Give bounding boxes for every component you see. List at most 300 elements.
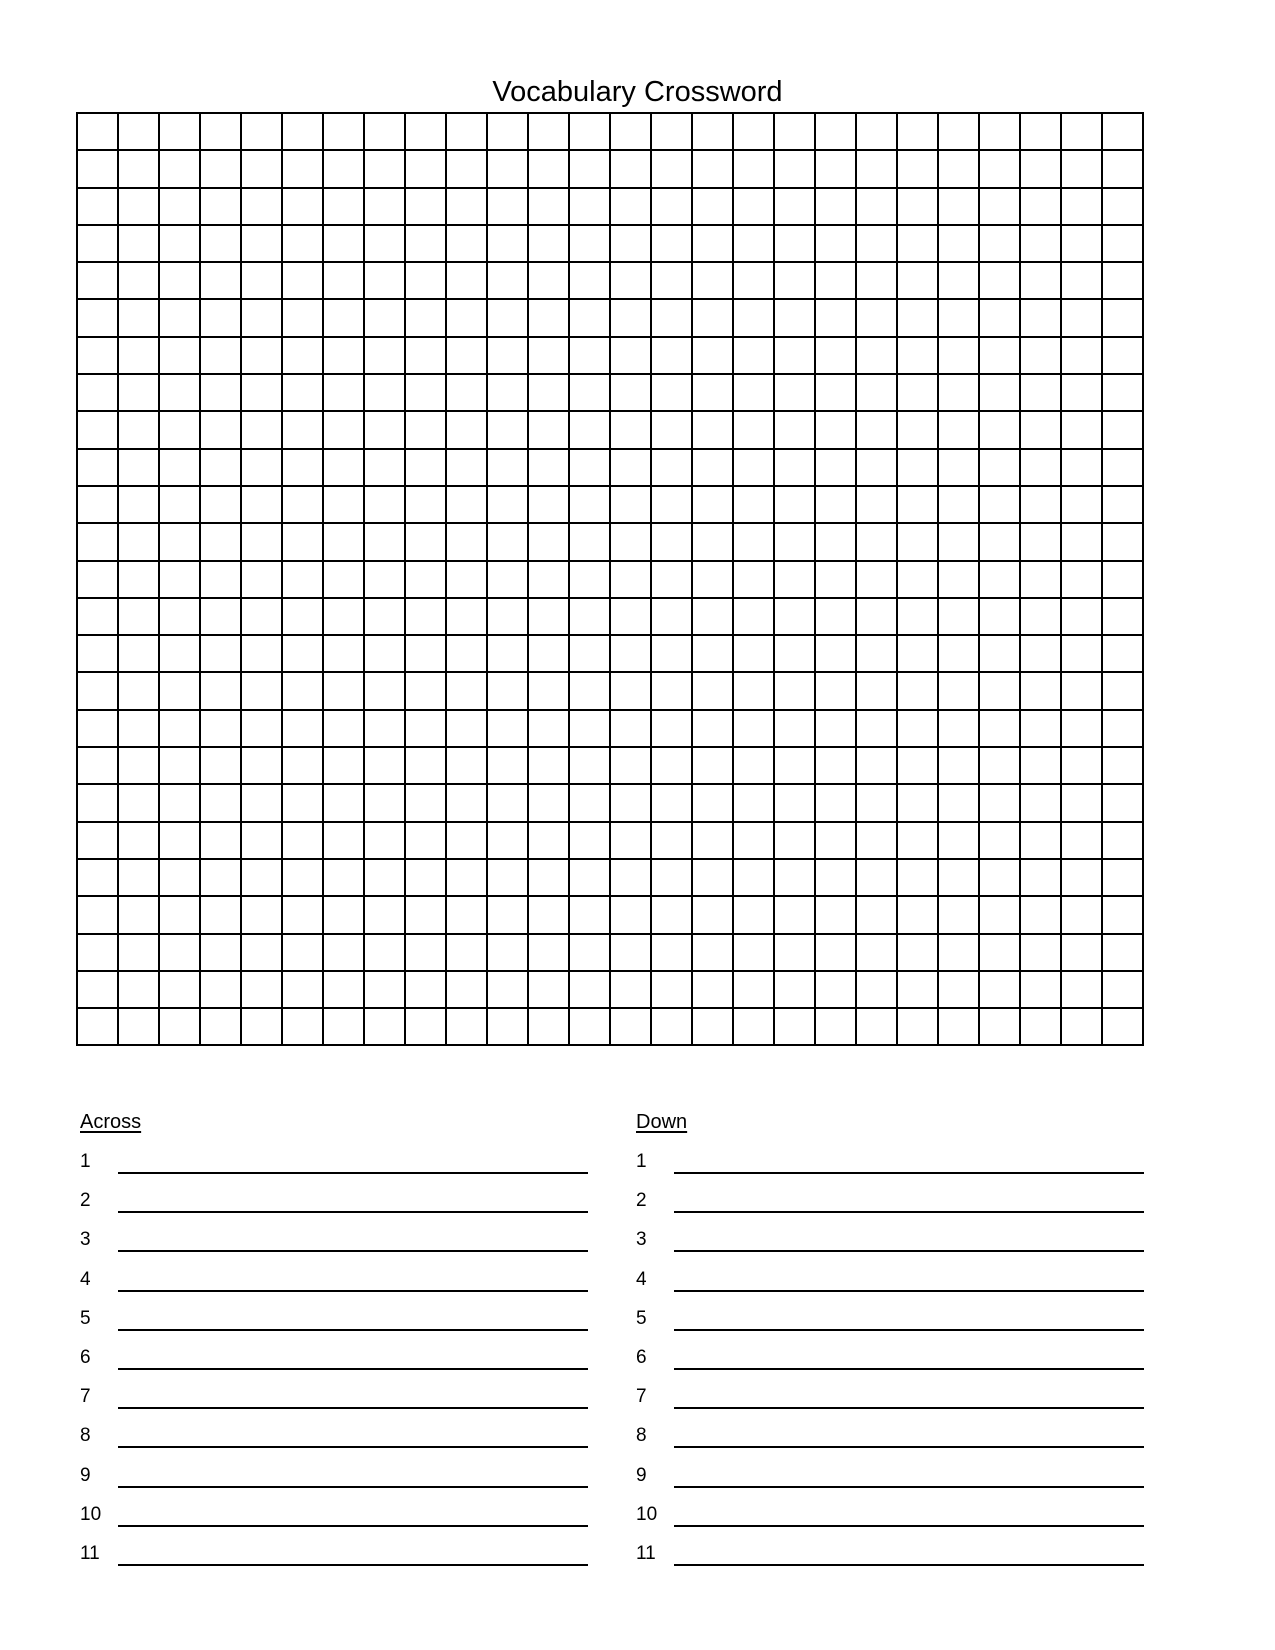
grid-cell[interactable]: [1020, 710, 1061, 747]
grid-cell[interactable]: [159, 934, 200, 971]
grid-cell[interactable]: [692, 971, 733, 1008]
grid-cell[interactable]: [733, 635, 774, 672]
grid-cell[interactable]: [282, 225, 323, 262]
grid-cell[interactable]: [528, 113, 569, 150]
grid-cell[interactable]: [487, 113, 528, 150]
grid-cell[interactable]: [159, 859, 200, 896]
grid-cell[interactable]: [528, 822, 569, 859]
grid-cell[interactable]: [241, 299, 282, 336]
grid-cell[interactable]: [323, 299, 364, 336]
grid-cell[interactable]: [118, 1008, 159, 1045]
grid-cell[interactable]: [733, 486, 774, 523]
grid-cell[interactable]: [938, 225, 979, 262]
grid-cell[interactable]: [405, 337, 446, 374]
grid-cell[interactable]: [774, 672, 815, 709]
grid-cell[interactable]: [897, 337, 938, 374]
across-answer-line[interactable]: [118, 1525, 588, 1527]
grid-cell[interactable]: [897, 225, 938, 262]
across-answer-line[interactable]: [118, 1407, 588, 1409]
grid-cell[interactable]: [569, 299, 610, 336]
grid-cell[interactable]: [651, 150, 692, 187]
grid-cell[interactable]: [1102, 262, 1143, 299]
grid-cell[interactable]: [364, 971, 405, 1008]
grid-cell[interactable]: [610, 299, 651, 336]
grid-cell[interactable]: [323, 113, 364, 150]
grid-cell[interactable]: [733, 784, 774, 821]
grid-cell[interactable]: [241, 859, 282, 896]
grid-cell[interactable]: [1061, 411, 1102, 448]
grid-cell[interactable]: [1061, 822, 1102, 859]
grid-cell[interactable]: [200, 299, 241, 336]
grid-cell[interactable]: [1020, 188, 1061, 225]
grid-cell[interactable]: [405, 822, 446, 859]
grid-cell[interactable]: [692, 747, 733, 784]
grid-cell[interactable]: [1102, 784, 1143, 821]
grid-cell[interactable]: [1061, 150, 1102, 187]
grid-cell[interactable]: [1061, 859, 1102, 896]
grid-cell[interactable]: [487, 635, 528, 672]
grid-cell[interactable]: [77, 747, 118, 784]
grid-cell[interactable]: [159, 523, 200, 560]
grid-cell[interactable]: [77, 859, 118, 896]
grid-cell[interactable]: [815, 449, 856, 486]
grid-cell[interactable]: [200, 561, 241, 598]
grid-cell[interactable]: [774, 635, 815, 672]
grid-cell[interactable]: [1102, 672, 1143, 709]
grid-cell[interactable]: [446, 561, 487, 598]
grid-cell[interactable]: [610, 150, 651, 187]
grid-cell[interactable]: [569, 1008, 610, 1045]
grid-cell[interactable]: [1061, 374, 1102, 411]
grid-cell[interactable]: [241, 486, 282, 523]
grid-cell[interactable]: [241, 225, 282, 262]
grid-cell[interactable]: [692, 449, 733, 486]
grid-cell[interactable]: [651, 896, 692, 933]
grid-cell[interactable]: [118, 971, 159, 1008]
grid-cell[interactable]: [569, 784, 610, 821]
grid-cell[interactable]: [241, 896, 282, 933]
grid-cell[interactable]: [815, 747, 856, 784]
grid-cell[interactable]: [774, 896, 815, 933]
grid-cell[interactable]: [487, 225, 528, 262]
grid-cell[interactable]: [446, 859, 487, 896]
grid-cell[interactable]: [200, 710, 241, 747]
grid-cell[interactable]: [733, 374, 774, 411]
grid-cell[interactable]: [323, 486, 364, 523]
grid-cell[interactable]: [774, 337, 815, 374]
grid-cell[interactable]: [446, 411, 487, 448]
grid-cell[interactable]: [487, 784, 528, 821]
grid-cell[interactable]: [938, 561, 979, 598]
grid-cell[interactable]: [446, 971, 487, 1008]
grid-cell[interactable]: [897, 374, 938, 411]
grid-cell[interactable]: [1102, 598, 1143, 635]
grid-cell[interactable]: [1102, 896, 1143, 933]
grid-cell[interactable]: [77, 225, 118, 262]
grid-cell[interactable]: [569, 896, 610, 933]
grid-cell[interactable]: [1102, 299, 1143, 336]
grid-cell[interactable]: [569, 225, 610, 262]
grid-cell[interactable]: [651, 523, 692, 560]
grid-cell[interactable]: [733, 710, 774, 747]
grid-cell[interactable]: [118, 374, 159, 411]
grid-cell[interactable]: [856, 188, 897, 225]
grid-cell[interactable]: [323, 672, 364, 709]
grid-cell[interactable]: [405, 710, 446, 747]
grid-cell[interactable]: [856, 299, 897, 336]
grid-cell[interactable]: [569, 449, 610, 486]
grid-cell[interactable]: [815, 598, 856, 635]
grid-cell[interactable]: [405, 934, 446, 971]
grid-cell[interactable]: [528, 225, 569, 262]
grid-cell[interactable]: [651, 225, 692, 262]
grid-cell[interactable]: [159, 299, 200, 336]
grid-cell[interactable]: [692, 859, 733, 896]
grid-cell[interactable]: [528, 971, 569, 1008]
grid-cell[interactable]: [979, 598, 1020, 635]
grid-cell[interactable]: [77, 486, 118, 523]
grid-cell[interactable]: [733, 971, 774, 1008]
grid-cell[interactable]: [979, 672, 1020, 709]
across-answer-line[interactable]: [118, 1486, 588, 1488]
grid-cell[interactable]: [364, 299, 405, 336]
grid-cell[interactable]: [1102, 337, 1143, 374]
grid-cell[interactable]: [77, 449, 118, 486]
grid-cell[interactable]: [979, 225, 1020, 262]
grid-cell[interactable]: [1020, 822, 1061, 859]
grid-cell[interactable]: [118, 859, 159, 896]
grid-cell[interactable]: [856, 262, 897, 299]
grid-cell[interactable]: [651, 561, 692, 598]
grid-cell[interactable]: [1061, 262, 1102, 299]
grid-cell[interactable]: [446, 896, 487, 933]
grid-cell[interactable]: [856, 374, 897, 411]
grid-cell[interactable]: [241, 411, 282, 448]
grid-cell[interactable]: [200, 374, 241, 411]
grid-cell[interactable]: [1061, 598, 1102, 635]
grid-cell[interactable]: [692, 150, 733, 187]
grid-cell[interactable]: [118, 225, 159, 262]
grid-cell[interactable]: [897, 859, 938, 896]
grid-cell[interactable]: [282, 1008, 323, 1045]
grid-cell[interactable]: [446, 635, 487, 672]
grid-cell[interactable]: [364, 934, 405, 971]
grid-cell[interactable]: [528, 934, 569, 971]
grid-cell[interactable]: [528, 374, 569, 411]
grid-cell[interactable]: [1020, 113, 1061, 150]
grid-cell[interactable]: [1102, 635, 1143, 672]
grid-cell[interactable]: [487, 971, 528, 1008]
grid-cell[interactable]: [569, 374, 610, 411]
grid-cell[interactable]: [77, 188, 118, 225]
grid-cell[interactable]: [651, 1008, 692, 1045]
grid-cell[interactable]: [528, 784, 569, 821]
grid-cell[interactable]: [364, 337, 405, 374]
grid-cell[interactable]: [118, 523, 159, 560]
grid-cell[interactable]: [938, 411, 979, 448]
grid-cell[interactable]: [692, 225, 733, 262]
grid-cell[interactable]: [815, 672, 856, 709]
grid-cell[interactable]: [651, 822, 692, 859]
grid-cell[interactable]: [77, 374, 118, 411]
grid-cell[interactable]: [528, 299, 569, 336]
grid-cell[interactable]: [405, 672, 446, 709]
grid-cell[interactable]: [323, 710, 364, 747]
grid-cell[interactable]: [979, 188, 1020, 225]
grid-cell[interactable]: [159, 971, 200, 1008]
grid-cell[interactable]: [610, 822, 651, 859]
grid-cell[interactable]: [528, 859, 569, 896]
grid-cell[interactable]: [692, 188, 733, 225]
grid-cell[interactable]: [405, 784, 446, 821]
grid-cell[interactable]: [159, 672, 200, 709]
grid-cell[interactable]: [405, 523, 446, 560]
grid-cell[interactable]: [282, 822, 323, 859]
grid-cell[interactable]: [651, 188, 692, 225]
grid-cell[interactable]: [897, 449, 938, 486]
grid-cell[interactable]: [159, 598, 200, 635]
grid-cell[interactable]: [856, 896, 897, 933]
grid-cell[interactable]: [1061, 635, 1102, 672]
grid-cell[interactable]: [364, 896, 405, 933]
grid-cell[interactable]: [815, 822, 856, 859]
grid-cell[interactable]: [569, 337, 610, 374]
grid-cell[interactable]: [651, 411, 692, 448]
grid-cell[interactable]: [241, 971, 282, 1008]
grid-cell[interactable]: [200, 449, 241, 486]
grid-cell[interactable]: [446, 486, 487, 523]
grid-cell[interactable]: [282, 486, 323, 523]
grid-cell[interactable]: [323, 411, 364, 448]
grid-cell[interactable]: [569, 262, 610, 299]
grid-cell[interactable]: [159, 225, 200, 262]
grid-cell[interactable]: [979, 486, 1020, 523]
grid-cell[interactable]: [897, 113, 938, 150]
grid-cell[interactable]: [774, 747, 815, 784]
grid-cell[interactable]: [200, 635, 241, 672]
grid-cell[interactable]: [282, 859, 323, 896]
grid-cell[interactable]: [569, 598, 610, 635]
grid-cell[interactable]: [1061, 299, 1102, 336]
grid-cell[interactable]: [938, 672, 979, 709]
grid-cell[interactable]: [282, 784, 323, 821]
grid-cell[interactable]: [569, 486, 610, 523]
grid-cell[interactable]: [979, 971, 1020, 1008]
grid-cell[interactable]: [856, 672, 897, 709]
grid-cell[interactable]: [692, 1008, 733, 1045]
grid-cell[interactable]: [979, 859, 1020, 896]
grid-cell[interactable]: [282, 449, 323, 486]
grid-cell[interactable]: [733, 598, 774, 635]
grid-cell[interactable]: [118, 188, 159, 225]
grid-cell[interactable]: [856, 1008, 897, 1045]
grid-cell[interactable]: [241, 672, 282, 709]
grid-cell[interactable]: [815, 411, 856, 448]
grid-cell[interactable]: [159, 1008, 200, 1045]
grid-cell[interactable]: [323, 561, 364, 598]
grid-cell[interactable]: [897, 1008, 938, 1045]
grid-cell[interactable]: [282, 710, 323, 747]
grid-cell[interactable]: [938, 449, 979, 486]
grid-cell[interactable]: [1102, 225, 1143, 262]
grid-cell[interactable]: [938, 262, 979, 299]
grid-cell[interactable]: [938, 337, 979, 374]
grid-cell[interactable]: [610, 113, 651, 150]
grid-cell[interactable]: [1020, 411, 1061, 448]
grid-cell[interactable]: [774, 262, 815, 299]
grid-cell[interactable]: [1102, 486, 1143, 523]
grid-cell[interactable]: [856, 784, 897, 821]
grid-cell[interactable]: [282, 113, 323, 150]
grid-cell[interactable]: [774, 1008, 815, 1045]
grid-cell[interactable]: [897, 710, 938, 747]
grid-cell[interactable]: [897, 934, 938, 971]
grid-cell[interactable]: [446, 747, 487, 784]
grid-cell[interactable]: [200, 486, 241, 523]
grid-cell[interactable]: [282, 337, 323, 374]
grid-cell[interactable]: [323, 822, 364, 859]
down-answer-line[interactable]: [674, 1368, 1144, 1370]
grid-cell[interactable]: [692, 561, 733, 598]
grid-cell[interactable]: [1061, 896, 1102, 933]
grid-cell[interactable]: [1061, 486, 1102, 523]
grid-cell[interactable]: [610, 523, 651, 560]
grid-cell[interactable]: [938, 486, 979, 523]
grid-cell[interactable]: [364, 747, 405, 784]
grid-cell[interactable]: [733, 859, 774, 896]
grid-cell[interactable]: [487, 449, 528, 486]
grid-cell[interactable]: [118, 784, 159, 821]
grid-cell[interactable]: [241, 635, 282, 672]
grid-cell[interactable]: [159, 374, 200, 411]
grid-cell[interactable]: [569, 635, 610, 672]
grid-cell[interactable]: [487, 859, 528, 896]
grid-cell[interactable]: [856, 411, 897, 448]
grid-cell[interactable]: [241, 337, 282, 374]
grid-cell[interactable]: [569, 971, 610, 1008]
grid-cell[interactable]: [241, 822, 282, 859]
grid-cell[interactable]: [1102, 411, 1143, 448]
down-answer-line[interactable]: [674, 1525, 1144, 1527]
grid-cell[interactable]: [897, 635, 938, 672]
grid-cell[interactable]: [610, 896, 651, 933]
grid-cell[interactable]: [774, 971, 815, 1008]
grid-cell[interactable]: [774, 710, 815, 747]
grid-cell[interactable]: [774, 225, 815, 262]
across-answer-line[interactable]: [118, 1368, 588, 1370]
grid-cell[interactable]: [651, 598, 692, 635]
grid-cell[interactable]: [938, 747, 979, 784]
grid-cell[interactable]: [1102, 710, 1143, 747]
grid-cell[interactable]: [405, 299, 446, 336]
grid-cell[interactable]: [323, 337, 364, 374]
grid-cell[interactable]: [446, 934, 487, 971]
grid-cell[interactable]: [774, 449, 815, 486]
grid-cell[interactable]: [733, 299, 774, 336]
grid-cell[interactable]: [282, 934, 323, 971]
grid-cell[interactable]: [692, 262, 733, 299]
grid-cell[interactable]: [200, 188, 241, 225]
grid-cell[interactable]: [938, 188, 979, 225]
grid-cell[interactable]: [528, 672, 569, 709]
grid-cell[interactable]: [77, 822, 118, 859]
grid-cell[interactable]: [897, 822, 938, 859]
grid-cell[interactable]: [938, 1008, 979, 1045]
grid-cell[interactable]: [774, 113, 815, 150]
grid-cell[interactable]: [77, 896, 118, 933]
grid-cell[interactable]: [282, 299, 323, 336]
grid-cell[interactable]: [610, 225, 651, 262]
grid-cell[interactable]: [282, 896, 323, 933]
grid-cell[interactable]: [815, 561, 856, 598]
grid-cell[interactable]: [692, 635, 733, 672]
grid-cell[interactable]: [651, 449, 692, 486]
down-answer-line[interactable]: [674, 1486, 1144, 1488]
grid-cell[interactable]: [610, 262, 651, 299]
grid-cell[interactable]: [897, 747, 938, 784]
grid-cell[interactable]: [815, 337, 856, 374]
grid-cell[interactable]: [200, 934, 241, 971]
grid-cell[interactable]: [159, 411, 200, 448]
grid-cell[interactable]: [364, 1008, 405, 1045]
grid-cell[interactable]: [938, 150, 979, 187]
grid-cell[interactable]: [815, 374, 856, 411]
grid-cell[interactable]: [241, 188, 282, 225]
grid-cell[interactable]: [159, 561, 200, 598]
grid-cell[interactable]: [487, 150, 528, 187]
grid-cell[interactable]: [774, 411, 815, 448]
down-answer-line[interactable]: [674, 1290, 1144, 1292]
grid-cell[interactable]: [405, 150, 446, 187]
grid-cell[interactable]: [610, 635, 651, 672]
grid-cell[interactable]: [651, 635, 692, 672]
grid-cell[interactable]: [979, 299, 1020, 336]
grid-cell[interactable]: [774, 859, 815, 896]
grid-cell[interactable]: [118, 896, 159, 933]
grid-cell[interactable]: [159, 449, 200, 486]
grid-cell[interactable]: [856, 635, 897, 672]
grid-cell[interactable]: [200, 784, 241, 821]
grid-cell[interactable]: [405, 598, 446, 635]
grid-cell[interactable]: [774, 561, 815, 598]
grid-cell[interactable]: [979, 896, 1020, 933]
grid-cell[interactable]: [323, 449, 364, 486]
across-answer-line[interactable]: [118, 1211, 588, 1213]
grid-cell[interactable]: [1061, 1008, 1102, 1045]
grid-cell[interactable]: [159, 188, 200, 225]
grid-cell[interactable]: [77, 1008, 118, 1045]
grid-cell[interactable]: [815, 523, 856, 560]
grid-cell[interactable]: [1061, 561, 1102, 598]
grid-cell[interactable]: [692, 784, 733, 821]
grid-cell[interactable]: [282, 374, 323, 411]
grid-cell[interactable]: [118, 747, 159, 784]
grid-cell[interactable]: [774, 188, 815, 225]
grid-cell[interactable]: [979, 710, 1020, 747]
grid-cell[interactable]: [487, 411, 528, 448]
grid-cell[interactable]: [487, 934, 528, 971]
grid-cell[interactable]: [1061, 710, 1102, 747]
grid-cell[interactable]: [200, 971, 241, 1008]
down-answer-line[interactable]: [674, 1211, 1144, 1213]
down-answer-line[interactable]: [674, 1329, 1144, 1331]
grid-cell[interactable]: [610, 374, 651, 411]
grid-cell[interactable]: [1020, 971, 1061, 1008]
grid-cell[interactable]: [1102, 188, 1143, 225]
grid-cell[interactable]: [1020, 374, 1061, 411]
grid-cell[interactable]: [118, 710, 159, 747]
across-answer-line[interactable]: [118, 1564, 588, 1566]
